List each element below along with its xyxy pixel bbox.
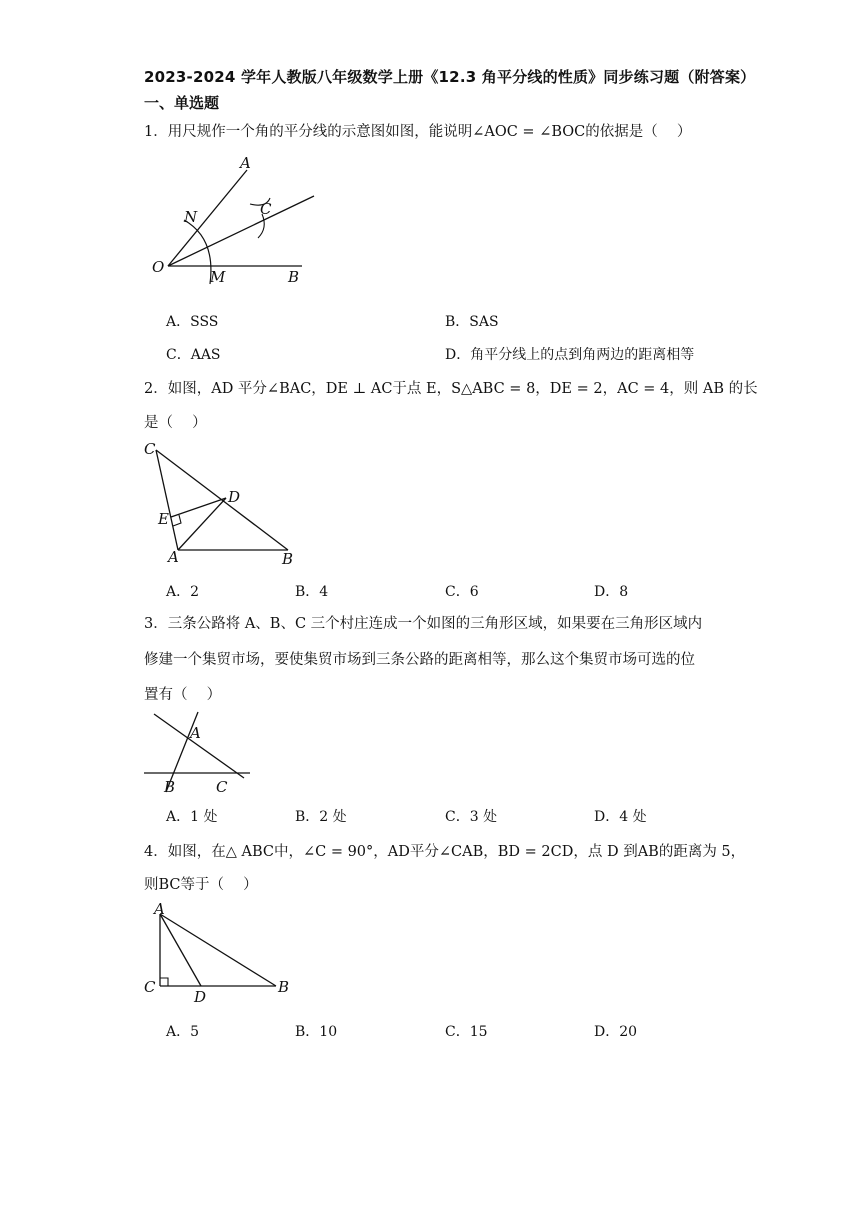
question-2-stem-line2: 是（ ） [144, 415, 207, 431]
label-n: N [184, 208, 198, 226]
q2-option-a[interactable]: A．2 [166, 584, 200, 600]
right-angle-mark [173, 515, 181, 526]
q2-option-b[interactable]: B．4 [295, 584, 329, 600]
label-c: C [144, 440, 156, 458]
q3-option-b[interactable]: B．2 处 [295, 809, 347, 825]
q4-option-c[interactable]: C．15 [445, 1024, 488, 1040]
label-b: B [164, 778, 176, 796]
label-b: B [282, 550, 294, 568]
question-2-figure [140, 438, 310, 573]
q1-option-a[interactable]: A．SSS [166, 314, 219, 330]
q2-option-d[interactable]: D．8 [594, 584, 629, 600]
label-o: O [152, 258, 165, 276]
q4-option-a[interactable]: A．5 [166, 1024, 200, 1040]
label-a: A [154, 900, 165, 918]
label-a: A [240, 154, 251, 172]
label-e: E [158, 510, 169, 528]
question-4-figure [140, 898, 300, 1008]
q1-option-b[interactable]: B．SAS [445, 314, 499, 330]
segment-ad [160, 914, 201, 986]
q2-option-c[interactable]: C．6 [445, 584, 479, 600]
ray-oa [168, 170, 247, 266]
question-3-stem-line2: 修建一个集贸市场，要使集贸市场到三条公路的距离相等，那么这个集贸市场可选的位 [144, 652, 695, 668]
q4-option-b[interactable]: B．10 [295, 1024, 338, 1040]
label-c: C [144, 978, 156, 996]
q1-option-d[interactable]: D．角平分线上的点到角两边的距离相等 [445, 347, 695, 363]
question-1-figure [144, 150, 324, 290]
label-m: M [210, 268, 226, 286]
segment-ab [160, 914, 276, 986]
q4-option-d[interactable]: D．20 [594, 1024, 638, 1040]
ray-oc [168, 196, 314, 266]
label-d: D [194, 988, 207, 1006]
question-2-stem-line1: 2．如图，AD 平分∠BAC，DE ⊥ AC于点 E，S△ABC = 8，DE = 2，AC = 4，则 AB 的长 [144, 381, 758, 397]
question-3-stem-line3: 置有（ ） [144, 687, 222, 703]
question-3-stem-line1: 3．三条公路将 A、B、C 三个村庄连成一个如图的三角形区域，如果要在三角形区域内 [144, 616, 703, 632]
document-title: 2023-2024 学年人教版八年级数学上册《12.3 角平分线的性质》同步练习题（附答案） [144, 68, 756, 86]
right-angle-mark [160, 978, 168, 986]
segment-ca [156, 450, 178, 550]
q3-option-c[interactable]: C．3 处 [445, 809, 498, 825]
q3-option-d[interactable]: D．4 处 [594, 809, 647, 825]
q1-option-c[interactable]: C．AAS [166, 347, 221, 363]
section-heading: 一、单选题 [144, 94, 220, 112]
label-c: C [216, 778, 228, 796]
question-1-stem: 1．用尺规作一个角的平分线的示意图如图，能说明∠AOC = ∠BOC的依据是（ ） [144, 124, 692, 140]
label-d: D [228, 488, 241, 506]
label-c: C [260, 200, 272, 218]
label-b: B [278, 978, 290, 996]
q3-option-a[interactable]: A．1 处 [166, 809, 218, 825]
question-3-figure [140, 708, 260, 798]
question-4-stem-line2: 则BC等于（ ） [144, 877, 258, 893]
question-4-stem-line1: 4．如图，在△ ABC中，∠C = 90°，AD平分∠CAB，BD = 2CD，点 D 到AB的距离为 5， [144, 844, 746, 860]
label-b: B [288, 268, 300, 286]
label-a: A [190, 724, 201, 742]
label-a: A [168, 548, 179, 566]
